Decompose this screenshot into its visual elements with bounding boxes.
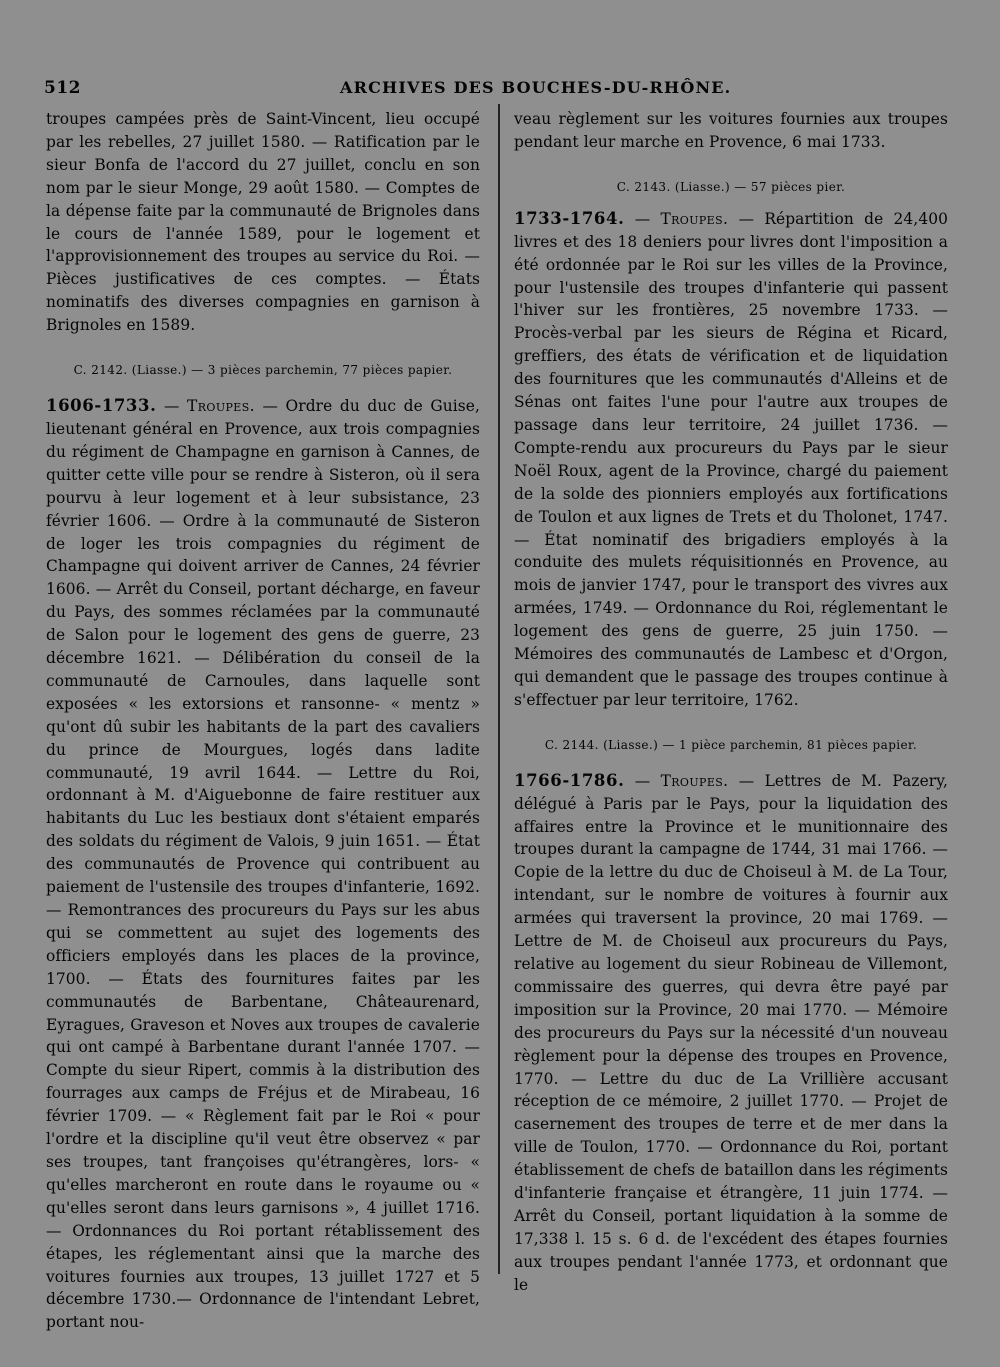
entry-years: 1733-1764. bbox=[514, 208, 625, 228]
entry-dash: — bbox=[624, 771, 661, 790]
entry-c2143 bbox=[514, 208, 948, 712]
archive-reference-c2142: C. 2142. (Liasse.) — 3 pièces parchemin, 77 pièces papier. bbox=[73, 363, 453, 378]
entry-topic: Troupes. bbox=[660, 771, 729, 790]
archive-reference-c2143: C. 2143. (Liasse.) — 57 pièces pier. bbox=[616, 179, 846, 194]
continuation-paragraph: veau règlement sur les voitures fournies aux troupes pendant leur marche en Provence, 6 mai 1733. bbox=[514, 110, 948, 151]
continuation-paragraph: troupes campées près de Saint-Vincent, lieu occupé par les rebelles, 27 juillet 1580. — Ratification par le sieur Bonfa de l'accord du 27 juillet, conclu en son nom par le sieur Monge, 29 août 1580. — Comptes de la dépense faite par la communauté de Brignoles dans le cours de l'année 1589, pour le logement et l'approvisionnement des troupes au service du Roi. — Pièces justificatives de ces comptes. — États nominatifs des diverses compagnies en garnison à Brignoles en 1589. bbox=[46, 110, 480, 335]
page-header bbox=[44, 78, 960, 102]
entry-c2144 bbox=[514, 770, 948, 1297]
entry-topic: Troupes. bbox=[187, 397, 255, 416]
entry-years: 1766-1786. bbox=[514, 770, 625, 790]
running-title: ARCHIVES DES BOUCHES-DU-RHÔNE. bbox=[340, 78, 732, 97]
column-divider bbox=[498, 104, 500, 1274]
entry-dash: — bbox=[624, 209, 661, 228]
entry-text: — Lettres de M. Pazery, délégué à Paris par le Pays, pour la liquidation des affaires entre la Province et le munitionnaire des troupes durant la campagne de 1744, 31 mai 1766. — Copie de la lettre du duc de Choiseul à M. de La Tour, intendant, sur le nombre de voitures à fournir aux armées qui traversent la province, 20 mai 1769. — Lettre de M. de Choiseul aux procureurs du Pays, relative au logement du sieur Robineau de Villemont, commissaire des guerres, qui devra être payé par imposition sur la Province, 20 mai 1770. — Mémoire des procureurs du Pays sur la nécessité d'un nouveau règlement pour la dépense des troupes en Provence, 1770. — Lettre du duc de La Vrillière accusant réception de ce mémoire, 2 juillet 1770. — Projet de casernement des troupes de terre et de mer dans la ville de Toulon, 1770. — Ordonnance du Roi, portant établissement de chefs de bataillon dans les régiments d'infanterie française et étrangère, 11 juin 1774. — Arrêt du Conseil, portant liquidation à la somme de 17,338 l. 15 s. 6 d. de l'excédent des étapes fournies aux troupes pendant l'année 1773, et ordonnant que le bbox=[514, 771, 948, 1294]
entry-text: — Répartition de 24,400 livres et des 18 deniers pour livres dont l'imposition a été ordonnée par le Roi sur les villes de la Province, pour l'ustensile des troupes d'infanterie qui passent l'hiver sur les frontières, 25 novembre 1733. — Procès-verbal par les sieurs de Régina et Ricard, greffiers, des états de vérification et de liquidation des fournitures que les communautés d'Alleins et de Sénas ont faites l'une pour l'autre aux troupes de passage dans leur territoire, 24 juillet 1736. — Compte-rendu aux procureurs du Pays par le sieur Noël Roux, agent de la Province, chargé du paiement de la solde des pionniers employés aux fortifications de Toulon et aux lignes de Trets et du Tholonet, 1747. — État nominatif des brigadiers employés à la conduite des mulets réquisitionnés en Provence, au mois de janvier 1747, pour le transport des vivres aux armées, 1749. — Ordonnance du Roi, réglementant le logement des gens de guerre, 25 juin 1750. — Mémoires des communautés de Lambesc et d'Orgon, qui demandent que le passage des troupes continue à s'effectuer par leur territoire, 1762. bbox=[514, 209, 948, 709]
left-column bbox=[46, 108, 480, 1334]
page-number: 512 bbox=[44, 78, 81, 98]
entry-topic: Troupes. bbox=[660, 209, 729, 228]
archive-reference-c2144: C. 2144. (Liasse.) — 1 pièce parchemin, 81 pièces papier. bbox=[544, 737, 918, 752]
entry-c2142 bbox=[46, 395, 480, 1334]
entry-dash: — bbox=[156, 397, 188, 416]
right-column bbox=[514, 108, 948, 1297]
entry-years: 1606-1733. bbox=[46, 396, 157, 416]
entry-text: — Ordre du duc de Guise, lieutenant général en Provence, aux trois compagnies du régiment de Champagne en garnison à Cannes, de quitter cette ville pour se rendre à Sisteron, où il sera pourvu à leur logement et à leur subsistance, 23 février 1606. — Ordre à la communauté de Sisteron de loger les trois compagnies du régiment de Champagne qui doivent arriver de Cannes, 24 février 1606. — Arrêt du Conseil, portant décharge, en faveur du Pays, des sommes réclamées par la communauté de Salon pour le logement des gens de guerre, 23 décembre 1621. — Délibération du conseil de la communauté de Carnoules, dans laquelle sont exposées « les extorsions et ransonne- « mentz » qu'ont dû subir les habitants de la part des cavaliers du prince de Mourgues, logés dans ladite communauté, 19 avril 1644. — Lettre du Roi, ordonnant à M. d'Aiguebonne de faire restituer aux habitants du Luc les bestiaux dont s'étaient emparés des soldats du régiment de Valois, 9 juin 1651. — État des communautés de Provence qui contribuent au paiement de l'ustensile des troupes d'infanterie, 1692. — Remontrances des procureurs du Pays sur les abus qui se commettent au sujet des logements des officiers employés dans les places de la province, 1700. — États des fournitures faites par les communautés de Barbentane, Châteaurenard, Eyragues, Graveson et Noves aux troupes de cavalerie qui ont campé à Barbentane durant l'année 1707. — Compte du sieur Ripert, commis à la distribution des fourrages aux camps de Fréjus et de Mirabeau, 16 février 1709. — « Règlement fait par le Roi « pour l'ordre et la discipline qu'il veut être observez « par ses troupes, tant françoises qu'étrangères, lors- « qu'elles marcheront en route dans le royaume ou « qu'elles seront dans leurs garnisons », 4 juillet 1716. — Ordonnances du Roi portant rétablissement des étapes, les réglementant ainsi que la marche des voitures fournies aux troupes, 13 juillet 1727 et 5 décembre 1730.— Ordonnance de l'intendant Lebret, portant nou- bbox=[46, 397, 480, 1332]
